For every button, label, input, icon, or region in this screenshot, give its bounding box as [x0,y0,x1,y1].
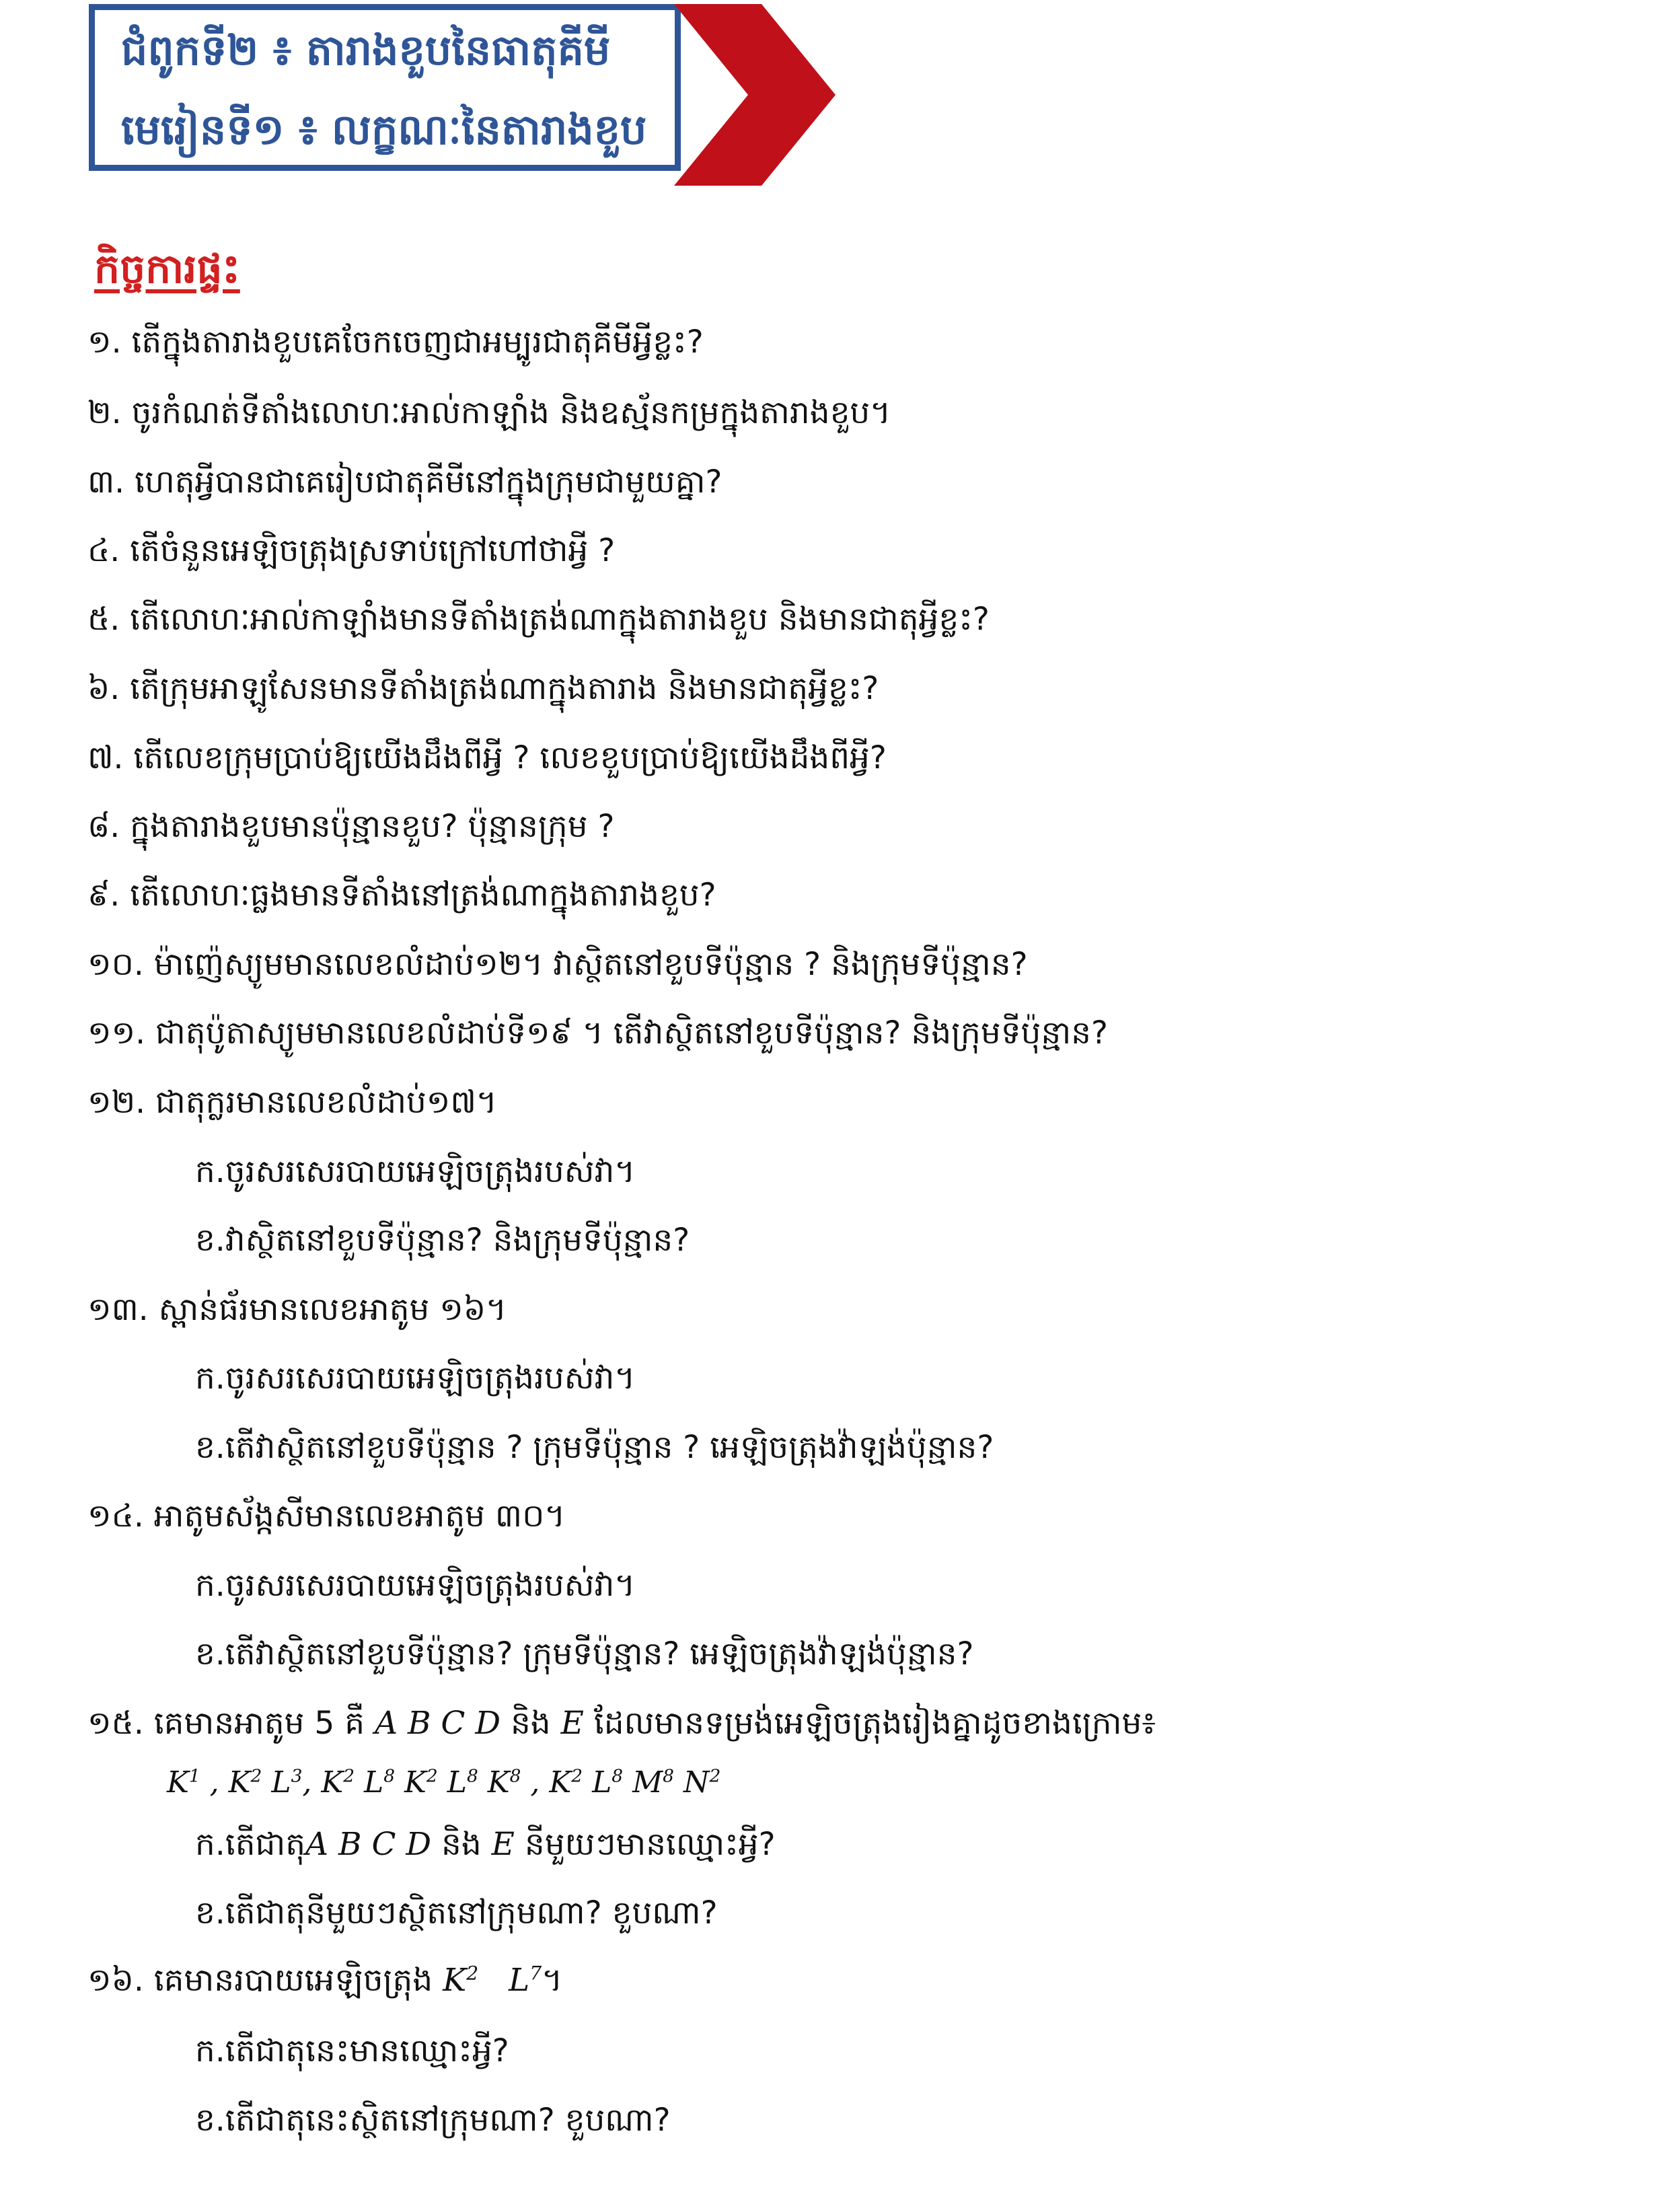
question-15-suffix: ដែលមានទម្រង់អេឡិចត្រុងរៀងគ្នាដូចខាងក្រោម៖ [593,1705,1156,1742]
question-5: ៥. តើលោហៈអាល់កាឡាំងមានទីតាំងត្រង់ណាក្នុងតារាងខួប និងមានជាតុអ្វីខ្លះ? [87,601,990,638]
question-4: ៤. តើចំនួនអេឡិចត្រុងស្រទាប់ក្រៅហៅថាអ្វី ? [87,532,616,569]
question-14b: ខ.តើវាស្ថិតនៅខួបទីប៉ុន្មាន? ក្រុមទីប៉ុន្មាន? អេឡិចត្រុងវ៉ាឡង់ប៉ុន្មាន? [195,1635,974,1672]
question-15a-atoms: A B C D [305,1826,432,1863]
electron-configurations: $K^1$ , $K^2$ $L^3$, $K^2$ $L^8$ $K^2$ $L^8$ $K^8$ , $K^2$ $L^8$ $M^8$ $N^2$ [167,1765,721,1800]
chapter-title: ជំពូកទី២ ៖ តារាងខួបនៃធាតុគីមី [121,26,611,75]
question-12: ១២. ជាតុក្លរមានលេខលំដាប់១៧។ [87,1084,497,1121]
chapter-banner [89,4,836,186]
question-15-prefix: ១៥. គេមានអាតូម 5 គឺ [87,1705,365,1742]
question-16: ១៦. គេមានរបាយអេឡិចត្រុង $K^2$ $L^7$។ [87,1962,563,1999]
question-16b: ខ.តើជាតុនេះស្ថិតនៅក្រុមណា? ខួបណា? [195,2102,671,2139]
lesson-title: មេរៀនទី១ ៖ លក្ខណៈនៃតារាងខួប [121,105,647,154]
question-15a: ក.តើជាតុA B C D និង E នីមួយៗមានឈ្មោះអ្វី? [195,1826,776,1863]
question-13b: ខ.តើវាស្ថិតនៅខួបទីប៉ុន្មាន ? ក្រុមទីប៉ុន្មាន ? អេឡិចត្រុងវ៉ាឡង់ប៉ុន្មាន? [195,1429,994,1466]
question-10: ១០. ម៉ាញ៉េស្យូមមានលេខលំដាប់១២។ វាស្ថិតនៅខួបទីប៉ុន្មាន ? និងក្រុមទីប៉ុន្មាន? [87,946,1028,983]
question-15-and: និង [510,1705,551,1742]
question-8: ៨. ក្នុងតារាងខួបមានប៉ុន្មានខួប? ប៉ុន្មានក្រុម ? [87,808,615,845]
homework-title: កិច្ចការផ្ទះ [94,246,240,293]
config-d: $K^2$ $L^8$ $M^8$ $N^2$ [549,1765,721,1800]
question-15 [87,1705,1156,1742]
config-a: $K^1$ [167,1765,200,1800]
question-13: ១៣. ស្ពាន់ធ័រមានលេខអាតូម ១៦។ [87,1291,507,1328]
question-9: ៩. តើលោហៈធ្លងមានទីតាំងនៅត្រង់ណាក្នុងតារាងខួប? [87,877,716,914]
question-14a: ក.ចូរសរសេរបាយអេឡិចត្រុងរបស់វា។ [195,1567,636,1604]
question-15b: ខ.តើជាតុនីមួយៗស្ថិតនៅក្រុមណា? ខួបណា? [195,1894,718,1931]
question-12b: ខ.វាស្ថិតនៅខួបទីប៉ុន្មាន? និងក្រុមទីប៉ុន្មាន? [195,1222,690,1259]
question-14: ១៤. អាតូមស័ង្កសីមានលេខអាតូម ៣០។ [87,1498,566,1535]
question-1: ១. តើក្នុងតារាងខួបគេចែកចេញជាអម្បូរជាតុគីមីអ្វីខ្លះ? [87,324,704,361]
config-c: $K^2$ $L^8$ $K^2$ $L^8$ $K^8$ [321,1765,521,1800]
question-16a: ក.តើជាតុនេះមានឈ្មោះអ្វី? [195,2032,509,2069]
question-7: ៧. តើលេខក្រុមប្រាប់ឱ្យយើងដឹងពីអ្វី ? លេខខួបប្រាប់ឱ្យយើងដឹងពីអ្វី? [87,739,887,776]
question-15-e: E [560,1705,584,1742]
config-b: $K^2$ $L^3$ [228,1765,303,1800]
question-3: ៣. ហេតុអ្វីបានជាគេរៀបជាតុគីមីនៅក្នុងក្រុមជាមួយគ្នា? [87,464,722,501]
question-12a: ក.ចូរសរសេរបាយអេឡិចត្រុងរបស់វា។ [195,1153,636,1190]
question-15-atoms: A B C D [375,1705,501,1742]
question-6: ៦. តើក្រុមអាឡូសែនមានទីតាំងត្រង់ណាក្នុងតារាង និងមានជាតុអ្វីខ្លះ? [87,670,879,707]
question-2: ២. ចូរកំណត់ទីតាំងលោហៈអាល់កាឡាំង និងឧស្ម័នកម្រក្នុងតារាងខួប។ [87,394,891,431]
question-16-config: $K^2$ $L^7$ [443,1962,542,1999]
question-11: ១១. ជាតុប៉ូតាស្យូមមានលេខលំដាប់ទី១៩ ។ តើវាស្ថិតនៅខួបទីប៉ុន្មាន? និងក្រុមទីប៉ុន្មាន? [87,1015,1108,1052]
banner-chevron-arrow [674,4,836,186]
question-13a: ក.ចូរសរសេរបាយអេឡិចត្រុងរបស់វា។ [195,1360,636,1397]
